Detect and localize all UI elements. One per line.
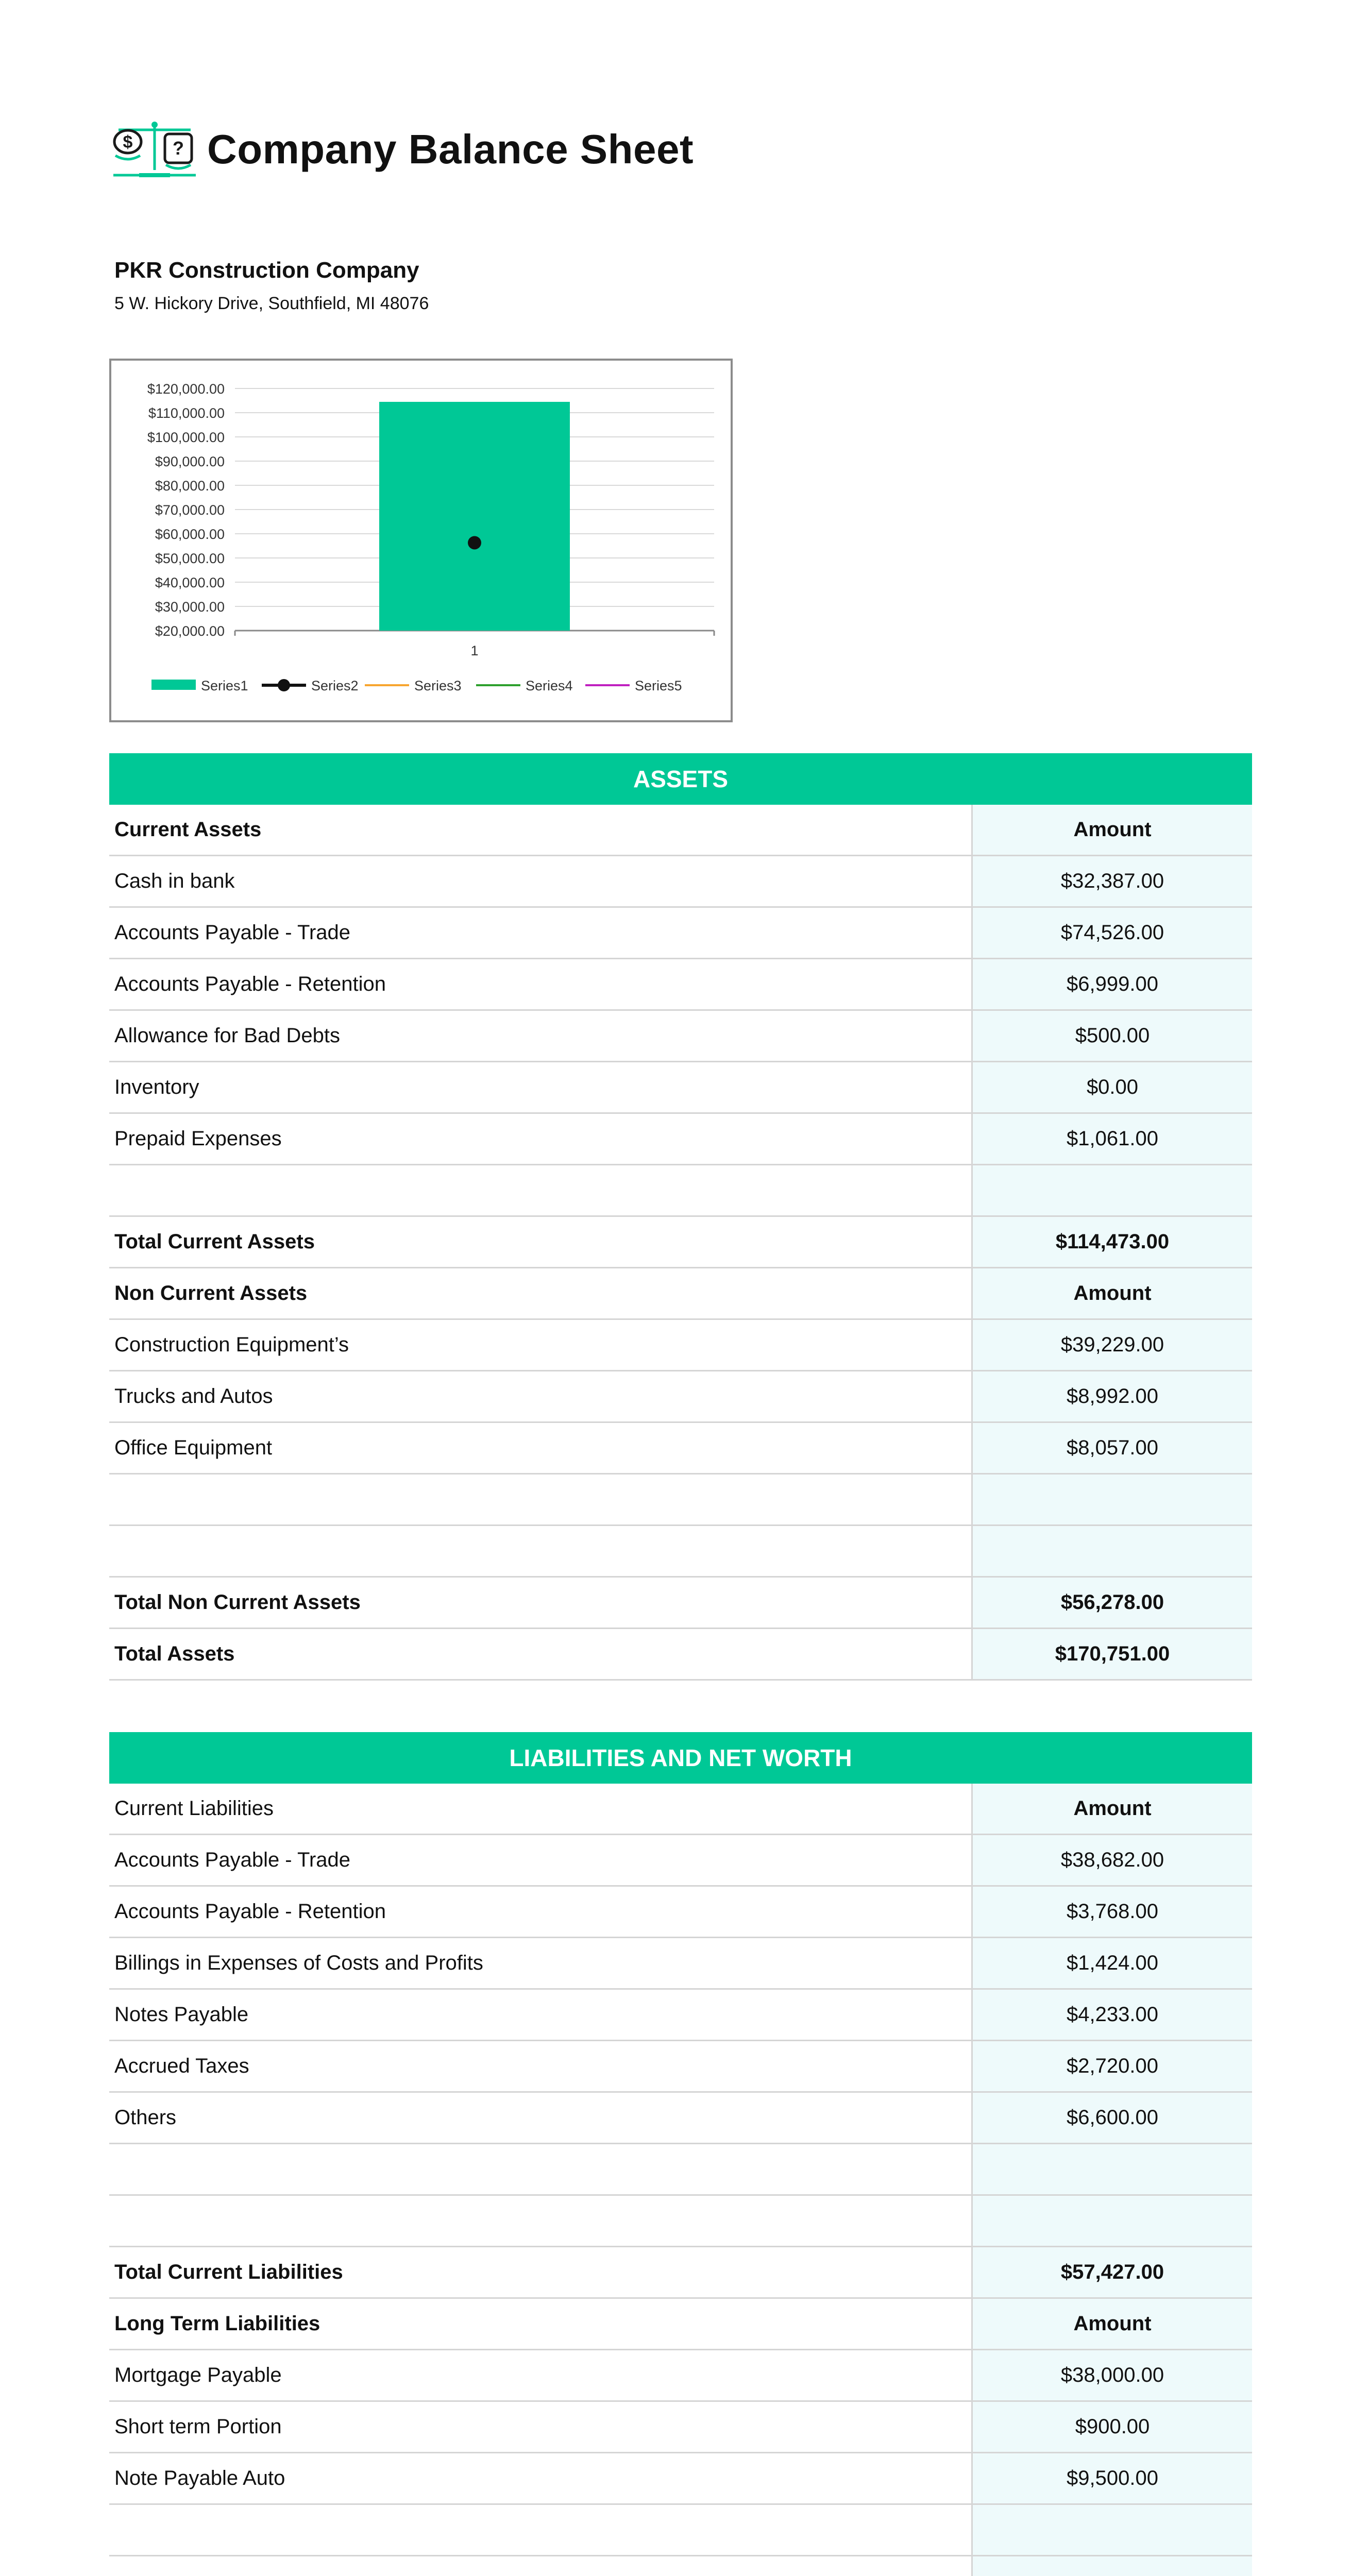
table-row — [109, 1475, 1252, 1526]
table-row — [109, 1371, 1252, 1423]
row-amount: $6,600.00 — [973, 2093, 1252, 2143]
table-row — [109, 1887, 1252, 1938]
row-label: Construction Equipment’s — [109, 1320, 973, 1370]
row-label: Inventory — [109, 1062, 973, 1112]
row-label — [109, 1475, 973, 1524]
row-label: Allowance for Bad Debts — [109, 1011, 973, 1061]
row-label — [109, 2144, 973, 2194]
row-label: Accounts Payable - Trade — [109, 1835, 973, 1885]
row-label — [109, 2196, 973, 2246]
point-series2 — [468, 536, 481, 549]
row-label: Note Payable Auto — [109, 2453, 973, 2503]
table-row — [109, 1990, 1252, 2041]
x-tick-label: 1 — [470, 643, 479, 658]
row-amount: $1,061.00 — [973, 1114, 1252, 1164]
table-row — [109, 2505, 1252, 2556]
liabilities-rows — [109, 1784, 1252, 2576]
row-label: Others — [109, 2093, 973, 2143]
row-label: Cash in bank — [109, 856, 973, 906]
row-label: Trucks and Autos — [109, 1371, 973, 1421]
row-amount — [973, 1475, 1252, 1524]
table-row — [109, 1938, 1252, 1990]
table-row — [109, 959, 1252, 1011]
row-amount — [973, 2556, 1252, 2576]
chart-svg — [111, 361, 731, 720]
row-amount: $57,427.00 — [973, 2247, 1252, 2297]
assets-section — [109, 753, 1252, 1681]
table-row — [109, 1578, 1252, 1629]
row-amount: $8,057.00 — [973, 1423, 1252, 1473]
legend-label: Series3 — [414, 678, 462, 693]
row-label: Short term Portion — [109, 2402, 973, 2452]
y-tick-label: $100,000.00 — [147, 430, 225, 445]
y-tick-label: $70,000.00 — [155, 502, 225, 518]
balance-chart — [109, 359, 733, 722]
row-amount: $56,278.00 — [973, 1578, 1252, 1628]
row-amount: Amount — [973, 2299, 1252, 2349]
row-label: Long Term Liabilities — [109, 2299, 973, 2349]
table-row — [109, 2196, 1252, 2247]
row-amount: $8,992.00 — [973, 1371, 1252, 1421]
row-amount: Amount — [973, 1268, 1252, 1318]
row-label — [109, 1526, 973, 1576]
y-tick-label: $120,000.00 — [147, 381, 225, 397]
bar-series1 — [379, 402, 570, 631]
row-amount: Amount — [973, 805, 1252, 855]
legend-label: Series1 — [201, 678, 248, 693]
row-amount: $74,526.00 — [973, 908, 1252, 958]
row-label: Accrued Taxes — [109, 2041, 973, 2091]
row-label: Accounts Payable - Trade — [109, 908, 973, 958]
row-amount: $4,233.00 — [973, 1990, 1252, 2040]
row-amount — [973, 2144, 1252, 2194]
legend-label: Series2 — [311, 678, 359, 693]
row-amount: $1,424.00 — [973, 1938, 1252, 1988]
y-tick-label: $30,000.00 — [155, 599, 225, 615]
row-label: Billings in Expenses of Costs and Profits — [109, 1938, 973, 1988]
table-row — [109, 2402, 1252, 2453]
row-amount: $0.00 — [973, 1062, 1252, 1112]
row-amount: $2,720.00 — [973, 2041, 1252, 2091]
row-label: Office Equipment — [109, 1423, 973, 1473]
table-row — [109, 1835, 1252, 1887]
table-row — [109, 1629, 1252, 1681]
table-row — [109, 2299, 1252, 2350]
row-label: Mortgage Payable — [109, 2350, 973, 2400]
row-label: Accounts Payable - Retention — [109, 959, 973, 1009]
table-row — [109, 805, 1252, 856]
table-row — [109, 1423, 1252, 1475]
table-row — [109, 2556, 1252, 2576]
legend-marker — [278, 679, 290, 691]
liabilities-header: LIABILITIES AND NET WORTH — [109, 1732, 1252, 1784]
row-label: Non Current Assets — [109, 1268, 973, 1318]
assets-rows — [109, 805, 1252, 1681]
table-row — [109, 2041, 1252, 2093]
row-amount: $9,500.00 — [973, 2453, 1252, 2503]
y-tick-label: $110,000.00 — [148, 405, 225, 421]
page-title: Company Balance Sheet — [207, 126, 694, 172]
table-row — [109, 2144, 1252, 2196]
table-row — [109, 1114, 1252, 1165]
row-amount — [973, 2505, 1252, 2555]
row-amount: $32,387.00 — [973, 856, 1252, 906]
table-row — [109, 1320, 1252, 1371]
y-tick-label: $90,000.00 — [155, 454, 225, 469]
y-tick-label: $20,000.00 — [155, 623, 225, 639]
table-row — [109, 1217, 1252, 1268]
table-row — [109, 2453, 1252, 2505]
row-amount: $900.00 — [973, 2402, 1252, 2452]
legend-label: Series5 — [635, 678, 682, 693]
row-amount — [973, 1526, 1252, 1576]
row-amount — [973, 2196, 1252, 2246]
legend-swatch-series1 — [151, 680, 196, 690]
table-row — [109, 1011, 1252, 1062]
svg-text:$: $ — [123, 132, 133, 152]
table-row — [109, 1165, 1252, 1217]
row-amount: $38,682.00 — [973, 1835, 1252, 1885]
table-row — [109, 2093, 1252, 2144]
table-row — [109, 2247, 1252, 2299]
y-tick-label: $50,000.00 — [155, 551, 225, 566]
row-label: Prepaid Expenses — [109, 1114, 973, 1164]
row-label: Total Assets — [109, 1629, 973, 1679]
row-amount — [973, 1165, 1252, 1215]
row-label: Total Current Assets — [109, 1217, 973, 1267]
row-amount: $500.00 — [973, 1011, 1252, 1061]
legend-label: Series4 — [526, 678, 573, 693]
y-tick-label: $80,000.00 — [155, 478, 225, 494]
row-amount: $114,473.00 — [973, 1217, 1252, 1267]
row-amount: $3,768.00 — [973, 1887, 1252, 1937]
svg-text:?: ? — [173, 138, 184, 159]
row-label: Total Current Liabilities — [109, 2247, 973, 2297]
table-row — [109, 1268, 1252, 1320]
y-tick-label: $60,000.00 — [155, 527, 225, 542]
table-row — [109, 1784, 1252, 1835]
row-amount: $39,229.00 — [973, 1320, 1252, 1370]
table-row — [109, 1062, 1252, 1114]
table-row — [109, 1526, 1252, 1578]
table-row — [109, 856, 1252, 908]
row-label — [109, 2505, 973, 2555]
company-address: 5 W. Hickory Drive, Southfield, MI 48076 — [114, 294, 429, 313]
liabilities-section — [109, 1732, 1252, 2576]
row-label: Current Liabilities — [109, 1784, 973, 1834]
row-amount: Amount — [973, 1784, 1252, 1834]
page-header — [108, 118, 694, 180]
assets-header: ASSETS — [109, 753, 1252, 805]
row-label: Current Assets — [109, 805, 973, 855]
row-label: Accounts Payable - Retention — [109, 1887, 973, 1937]
row-amount: $170,751.00 — [973, 1629, 1252, 1679]
row-label — [109, 1165, 973, 1215]
row-label: Total Non Current Assets — [109, 1578, 973, 1628]
y-tick-label: $40,000.00 — [155, 575, 225, 590]
row-label: Notes Payable — [109, 1990, 973, 2040]
row-amount: $38,000.00 — [973, 2350, 1252, 2400]
row-label — [109, 2556, 973, 2576]
table-row — [109, 908, 1252, 959]
row-amount: $6,999.00 — [973, 959, 1252, 1009]
company-name: PKR Construction Company — [114, 258, 419, 283]
table-row — [109, 2350, 1252, 2402]
scale-money-icon — [108, 118, 201, 180]
